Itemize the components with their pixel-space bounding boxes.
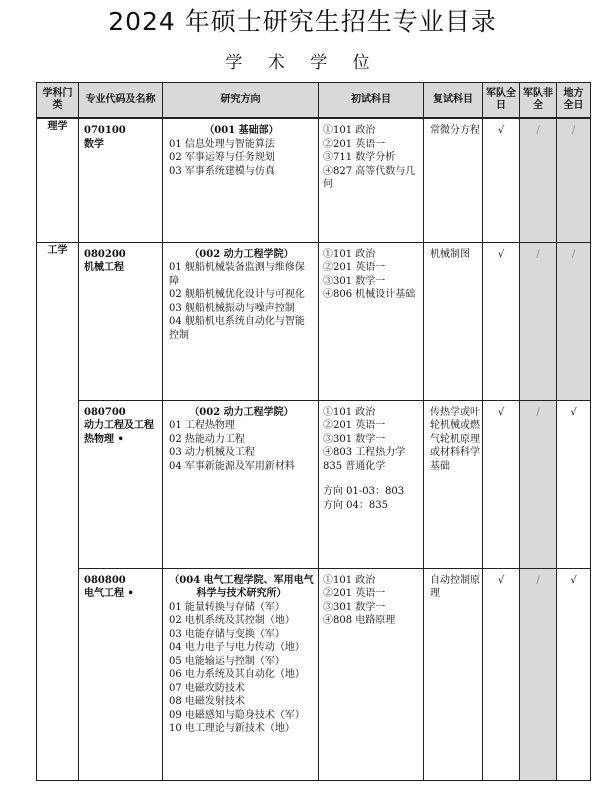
direction-cell: [163, 400, 319, 568]
exam-subject: ④806 机械设计基础: [323, 289, 416, 300]
major-cell: [79, 242, 163, 400]
military-full-mark: √: [483, 242, 520, 400]
direction-item: 05 电能输运与控制（军）: [169, 655, 285, 667]
table-row: [37, 118, 591, 242]
department-name: （001 基础部）: [204, 125, 279, 136]
exam-subject: ①101 政治: [323, 248, 376, 260]
category-engineering: 工学: [37, 242, 79, 780]
retest-subject: 机械制图: [424, 242, 483, 400]
local-full-mark: √: [557, 400, 591, 568]
exam-subject: ①101 政治: [323, 574, 376, 586]
header-retest: 复试科目: [424, 83, 483, 119]
category-science: 理学: [37, 118, 79, 242]
exam-subject: ④827 高等代数与几何: [323, 165, 416, 190]
direction-item: 03 动力机械及工程: [169, 447, 255, 458]
catalog-table: [36, 82, 591, 781]
exam-note: 方向 01-03：803: [323, 486, 405, 497]
direction-item: 04 电力电子与电力传动（地）: [169, 642, 305, 653]
direction-item: 02 电机系统及其控制（地）: [169, 615, 295, 626]
major-name: 数学: [84, 138, 104, 150]
header-military-full: 军队全日: [483, 83, 520, 119]
exam-subject: ②201 英语一: [323, 262, 386, 273]
exam-cell: [319, 242, 424, 400]
exam-subject: ③301 数学一: [323, 275, 386, 287]
retest-subject: 传热学或叶轮机械或燃气轮机原理或材料科学基础: [424, 400, 483, 568]
direction-item: 07 电磁攻防技术: [169, 682, 245, 694]
exam-cell: [319, 400, 424, 568]
direction-item: 01 能量转换与存储（军）: [169, 601, 285, 613]
exam-subject: ②201 英语一: [323, 138, 386, 150]
major-code: 080200: [84, 248, 126, 260]
retest-subject: 常微分方程: [424, 118, 483, 242]
exam-subject: ①101 政治: [323, 406, 376, 418]
direction-item: 02 热能动力工程: [169, 433, 245, 445]
military-part-mark: /: [520, 568, 557, 780]
page-title: 2024 年硕士研究生招生专业目录: [108, 7, 497, 36]
direction-item: 06 电力系统及其自动化（地）: [169, 669, 305, 680]
department-name: （004 电气工程学院、军用电气科学与技术研究所）: [169, 574, 314, 599]
military-full-mark: √: [483, 568, 520, 780]
department-name: （002 动力工程学院）: [189, 248, 294, 260]
direction-cell: [163, 568, 319, 780]
header-category: 学科门类: [37, 83, 79, 119]
exam-note: 方向 04：835: [323, 499, 388, 511]
major-name: 机械工程: [84, 262, 124, 273]
exam-subject: ③301 数学一: [323, 433, 386, 445]
exam-subject: ②201 英语一: [323, 420, 386, 431]
direction-item: 08 电磁发射技术: [169, 696, 245, 707]
direction-item: 10 电工理论与新技术（地）: [169, 723, 295, 734]
major-code: 070100: [84, 125, 126, 136]
direction-item: 09 电磁感知与隐身技术（军）: [169, 709, 305, 721]
exam-subject: ①101 政治: [323, 125, 376, 136]
military-full-mark: √: [483, 400, 520, 568]
retest-subject: 自动控制原理: [424, 568, 483, 780]
exam-subject: ②201 英语一: [323, 588, 386, 599]
table-header-row: [37, 83, 591, 119]
header-direction: 研究方向: [163, 83, 319, 119]
exam-cell: [319, 118, 424, 242]
direction-cell: [163, 242, 319, 400]
military-full-mark: √: [483, 118, 520, 242]
direction-item: 04 舰船机电系统自动化与智能控制: [169, 316, 305, 341]
major-name: 电气工程 •: [84, 588, 134, 599]
local-full-mark: /: [557, 242, 591, 400]
header-exam: 初试科目: [319, 83, 424, 119]
military-part-mark: /: [520, 242, 557, 400]
header-local-full: 地方全日: [557, 83, 591, 119]
header-code-name: 专业代码及名称: [79, 83, 163, 119]
direction-item: 01 信息处理与智能算法: [169, 138, 275, 150]
local-full-mark: √: [557, 568, 591, 780]
direction-item: 03 舰船机械振动与噪声控制: [169, 302, 295, 314]
exam-cell: [319, 568, 424, 780]
direction-item: 02 舰船机械优化设计与可视化: [169, 289, 305, 300]
table-row: [37, 568, 591, 780]
direction-item: 03 电能存储与变换（军）: [169, 628, 285, 640]
major-code: 080800: [84, 574, 126, 586]
direction-item: 04 军事新能源及军用新材料: [169, 460, 295, 472]
direction-item: 01 工程热物理: [169, 420, 235, 431]
military-part-mark: /: [520, 118, 557, 242]
department-name: （002 动力工程学院）: [189, 406, 294, 418]
direction-item: 02 军事运筹与任务规划: [169, 152, 275, 163]
exam-subject: ③711 数学分析: [323, 152, 396, 163]
exam-subject: ④803 工程热力学 835 普通化学: [323, 447, 406, 472]
table-row: [37, 242, 591, 400]
major-name: 动力工程及工程热物理 •: [84, 420, 154, 445]
direction-cell: [163, 118, 319, 242]
table-row: [37, 400, 591, 568]
exam-subject: ④808 电路原理: [323, 615, 396, 626]
major-cell: [79, 400, 163, 568]
major-code: 080700: [84, 406, 126, 418]
exam-subject: ③301 数学一: [323, 601, 386, 613]
header-military-part: 军队非全: [520, 83, 557, 119]
military-part-mark: /: [520, 400, 557, 568]
direction-item: 03 军事系统建模与仿真: [169, 165, 275, 177]
major-cell: [79, 568, 163, 780]
major-cell: [79, 118, 163, 242]
page-subtitle: 学 术 学 位: [225, 53, 380, 73]
local-full-mark: /: [557, 118, 591, 242]
direction-item: 01 舰船机械装备监测与维修保障: [169, 262, 305, 287]
